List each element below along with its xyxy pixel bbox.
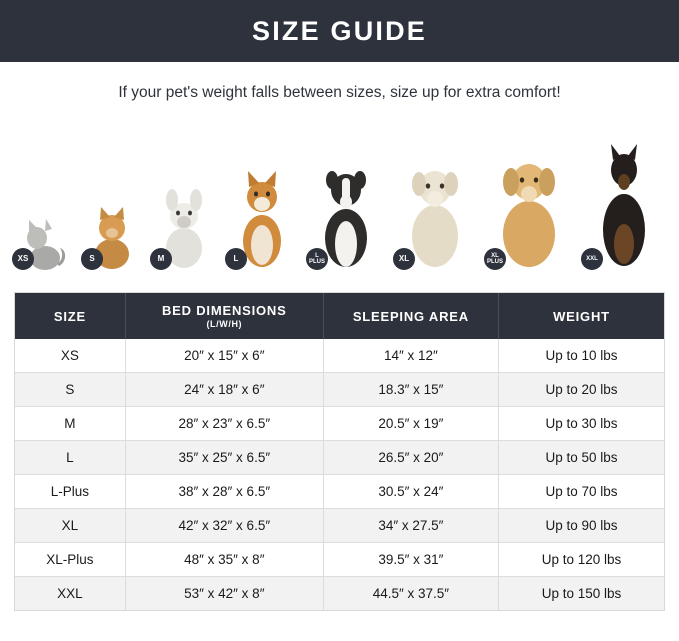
table-row — [15, 543, 664, 577]
cell-size: XL-Plus — [15, 543, 125, 577]
page-header-banner — [0, 0, 679, 62]
page-title: SIZE GUIDE — [251, 15, 428, 46]
table-header-row — [15, 293, 664, 339]
badge-xl-plus-line2: PLUS — [486, 259, 503, 265]
table-row — [15, 509, 664, 543]
size-table — [15, 293, 664, 610]
badge-xl-plus — [484, 248, 506, 270]
cell-weight: Up to 150 lbs — [498, 577, 664, 611]
table-row — [15, 407, 664, 441]
pet-item-xl-plus — [486, 120, 572, 270]
cell-size: S — [15, 373, 125, 407]
table-row — [15, 373, 664, 407]
cell-weight: Up to 90 lbs — [498, 509, 664, 543]
cell-sleeping-area: 20.5″ x 19″ — [323, 407, 498, 441]
cell-bed-dimensions: 35″ x 25″ x 6.5″ — [125, 441, 323, 475]
badge-s: S — [81, 248, 103, 270]
badge-xxl: XXL — [581, 248, 603, 270]
cell-sleeping-area: 44.5″ x 37.5″ — [323, 577, 498, 611]
cell-bed-dimensions: 53″ x 42″ x 8″ — [125, 577, 323, 611]
subtitle-container — [0, 62, 679, 102]
badge-xl-plus-line1: XL — [491, 252, 499, 259]
column-header-sleeping-area-title: SLEEPING AREA — [352, 308, 469, 324]
cell-bed-dimensions: 38″ x 28″ x 6.5″ — [125, 475, 323, 509]
table-row — [15, 577, 664, 611]
pet-item-xxl — [583, 120, 665, 270]
column-header-size — [15, 293, 125, 339]
cell-sleeping-area: 39.5″ x 31″ — [323, 543, 498, 577]
cell-bed-dimensions: 42″ x 32″ x 6.5″ — [125, 509, 323, 543]
badge-xl: XL — [393, 248, 415, 270]
cell-sleeping-area: 14″ x 12″ — [323, 339, 498, 373]
cell-weight: Up to 50 lbs — [498, 441, 664, 475]
column-header-sleeping-area — [323, 293, 498, 339]
column-header-bed-dimensions-title: BED DIMENSIONS — [161, 303, 287, 318]
cell-bed-dimensions: 28″ x 23″ x 6.5″ — [125, 407, 323, 441]
column-header-bed-dimensions — [125, 293, 323, 339]
size-table-body — [15, 339, 664, 610]
cell-sleeping-area: 34″ x 27.5″ — [323, 509, 498, 543]
cell-sleeping-area: 30.5″ x 24″ — [323, 475, 498, 509]
column-header-weight — [498, 293, 664, 339]
cell-size: L — [15, 441, 125, 475]
badge-l-plus-line2: PLUS — [308, 259, 325, 265]
cell-size: XXL — [15, 577, 125, 611]
subtitle-text: If your pet's weight falls between sizes, size up for extra comfort! — [118, 84, 561, 101]
badge-m: M — [150, 248, 172, 270]
cell-weight: Up to 20 lbs — [498, 373, 664, 407]
pet-item-l-plus — [308, 120, 384, 270]
badge-l: L — [225, 248, 247, 270]
column-header-size-title: SIZE — [53, 308, 86, 324]
cell-size: XS — [15, 339, 125, 373]
table-row — [15, 339, 664, 373]
cell-weight: Up to 30 lbs — [498, 407, 664, 441]
table-row — [15, 441, 664, 475]
cell-sleeping-area: 26.5″ x 20″ — [323, 441, 498, 475]
cell-bed-dimensions: 20″ x 15″ x 6″ — [125, 339, 323, 373]
cell-weight: Up to 70 lbs — [498, 475, 664, 509]
cell-size: M — [15, 407, 125, 441]
column-header-bed-dimensions-sub: (L/W/H) — [206, 319, 243, 329]
pet-item-l — [227, 120, 297, 270]
cell-weight: Up to 120 lbs — [498, 543, 664, 577]
pet-item-xl — [395, 120, 475, 270]
cell-size: XL — [15, 509, 125, 543]
cell-sleeping-area: 18.3″ x 15″ — [323, 373, 498, 407]
column-header-weight-title: WEIGHT — [553, 308, 610, 324]
cell-bed-dimensions: 48″ x 35″ x 8″ — [125, 543, 323, 577]
pet-silhouette-row — [14, 120, 665, 270]
pet-item-s — [83, 120, 141, 270]
cell-weight: Up to 10 lbs — [498, 339, 664, 373]
size-table-head — [15, 293, 664, 339]
pet-item-xs — [14, 120, 72, 270]
cell-size: L-Plus — [15, 475, 125, 509]
table-row — [15, 475, 664, 509]
pet-item-m — [152, 120, 216, 270]
size-table-container — [14, 292, 665, 611]
badge-l-plus-line1: L — [315, 252, 319, 259]
badge-l-plus — [306, 248, 328, 270]
badge-xs: XS — [12, 248, 34, 270]
cell-bed-dimensions: 24″ x 18″ x 6″ — [125, 373, 323, 407]
